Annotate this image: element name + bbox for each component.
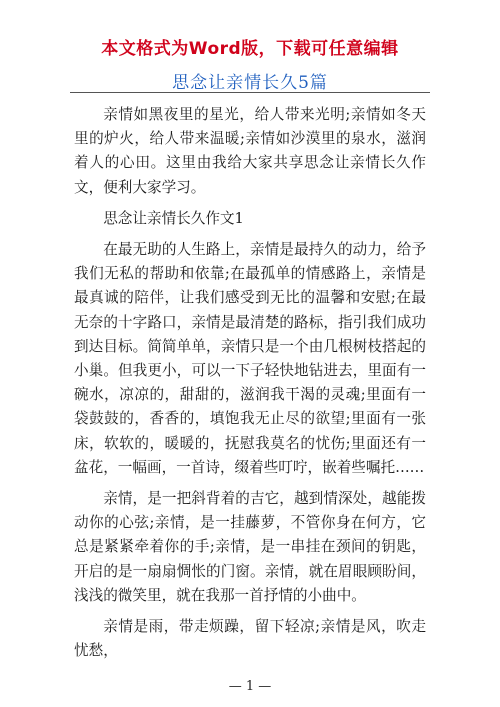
document-title: 思念让亲情长久5篇 xyxy=(172,73,328,93)
body-paragraph: 亲情是雨，带走烦躁，留下轻凉;亲情是风，吹走忧愁， xyxy=(74,618,426,660)
body-paragraph: 亲情，是一把斜背着的吉它，越到情深处，越能拨动你的心弦;亲情，是一挂藤萝，不管你身在何方，它总是紧紧牵着你的手;亲情，是一串挂在颈间的钥匙，开启的是一扇扇惆怅的门窗。亲情，就在眉眼顾盼间，浅浅的微笑里，就在我那一首抒情的小曲中。 xyxy=(74,490,426,604)
intro-paragraph: 亲情如黑夜里的星光，给人带来光明;亲情如冬天里的炉火，给人带来温暖;亲情如沙漠里的泉水，滋润着人的心田。这里由我给大家共享思念让亲情长久作文，便利大家学习。 xyxy=(74,106,426,196)
section-heading: 思念让亲情长久作文1 xyxy=(103,209,244,227)
document-body xyxy=(74,103,426,670)
download-banner: 本文格式为Word版，下载可任意编辑 xyxy=(101,39,399,59)
body-paragraph: 在最无助的人生路上，亲情是最持久的动力，给予我们无私的帮助和依靠;在最孤单的情感路上，亲情是最真诚的陪伴，让我们感受到无比的温馨和安慰;在最无奈的十字路口，亲情是最清楚的路标，指引我们成功到达目标。简简单单，亲情只是一个由几根树枝搭起的小巢。但我更小，可以一下子轻快地钻进去，里面有一碗水，凉凉的，甜甜的，滋润我干渴的灵魂;里面有一袋鼓鼓的，香香的，填饱我无止尽的欲望;里面有一张床，软软的，暖暖的，抚慰我莫名的忧伤;里面还有一盆花，一幅画，一首诗，缀着些叮咛，嵌着些嘱托…… xyxy=(74,241,426,476)
title-divider xyxy=(70,92,430,93)
page-number: — 1 — xyxy=(228,679,272,694)
